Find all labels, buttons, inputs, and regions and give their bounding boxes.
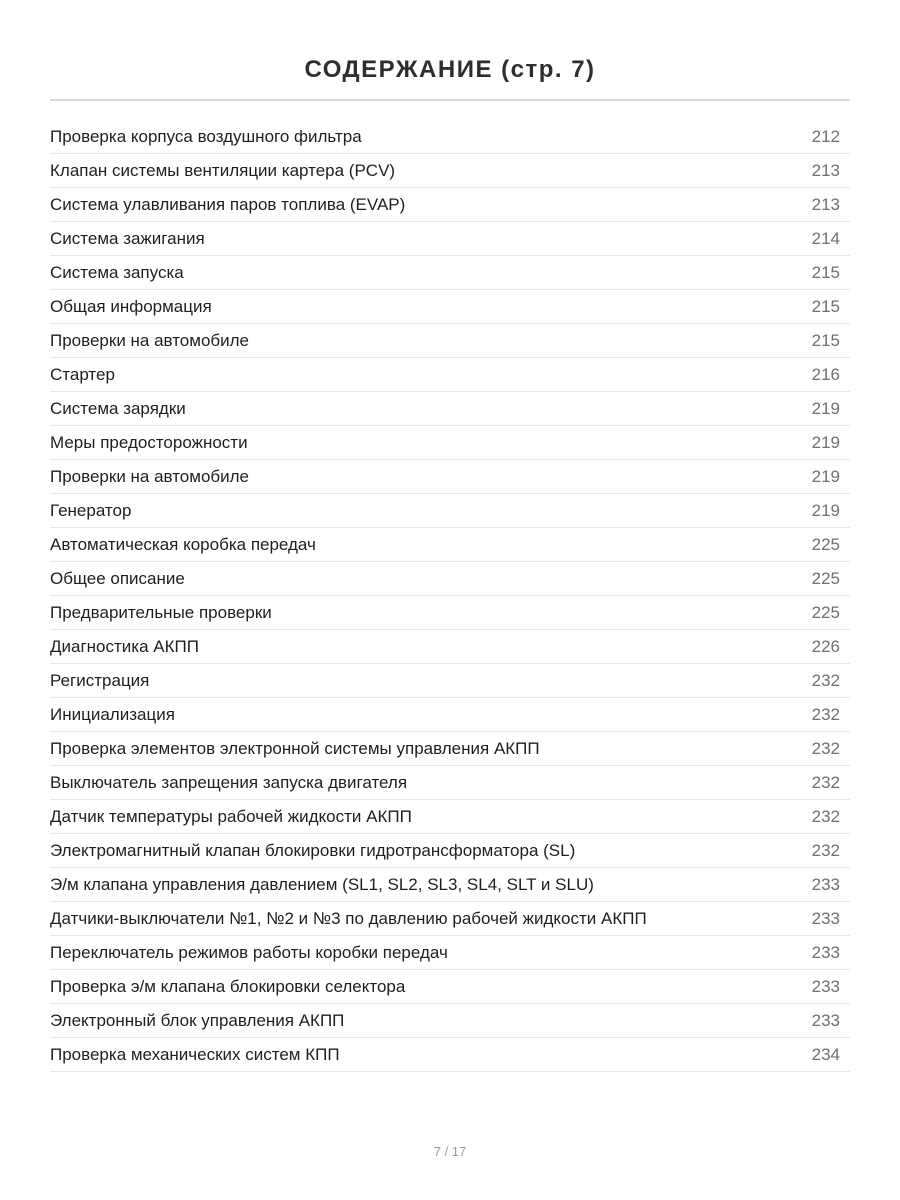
toc-entry[interactable] bbox=[50, 936, 850, 970]
toc-entry[interactable] bbox=[50, 664, 850, 698]
toc-entry[interactable] bbox=[50, 188, 850, 222]
toc-entry[interactable] bbox=[50, 154, 850, 188]
toc-entry-page-number: 234 bbox=[811, 1045, 840, 1064]
toc-entry[interactable] bbox=[50, 698, 850, 732]
toc-entry-page-number: 233 bbox=[811, 875, 840, 894]
toc-entry-page-number: 213 bbox=[811, 161, 840, 180]
toc-entry-title: Проверка механических систем КПП bbox=[50, 1045, 340, 1064]
toc-entry[interactable] bbox=[50, 1004, 850, 1038]
title-divider bbox=[50, 99, 850, 101]
toc-entry-page-number: 225 bbox=[811, 569, 840, 588]
toc-entry[interactable] bbox=[50, 324, 850, 358]
toc-entry[interactable] bbox=[50, 766, 850, 800]
toc-entry[interactable] bbox=[50, 970, 850, 1004]
toc-entry-title: Общая информация bbox=[50, 297, 212, 316]
toc-entry-title: Проверка корпуса воздушного фильтра bbox=[50, 127, 362, 146]
toc-entry-title: Электромагнитный клапан блокировки гидротрансформатора (SL) bbox=[50, 841, 576, 860]
toc-entry[interactable] bbox=[50, 868, 850, 902]
page-counter: 7 / 17 bbox=[433, 1144, 467, 1159]
toc-entry-title: Диагностика АКПП bbox=[50, 637, 199, 656]
toc-entry[interactable] bbox=[50, 800, 850, 834]
toc-entry-page-number: 215 bbox=[811, 331, 840, 350]
toc-entry-title: Автоматическая коробка передач bbox=[50, 535, 316, 554]
toc-entry-title: Переключатель режимов работы коробки передач bbox=[50, 943, 448, 962]
toc-entry-title: Клапан системы вентиляции картера (PCV) bbox=[50, 161, 396, 180]
toc-entry-title: Выключатель запрещения запуска двигателя bbox=[50, 773, 408, 792]
toc-entry-page-number: 215 bbox=[811, 297, 840, 316]
toc-entry[interactable] bbox=[50, 290, 850, 324]
toc-entry-page-number: 213 bbox=[811, 195, 840, 214]
toc-list bbox=[50, 120, 850, 1072]
toc-entry-page-number: 225 bbox=[811, 603, 840, 622]
toc-entry-title: Датчик температуры рабочей жидкости АКПП bbox=[50, 807, 412, 826]
toc-entry-page-number: 233 bbox=[811, 943, 840, 962]
toc-entry-title: Система зажигания bbox=[50, 229, 205, 248]
page-title: СОДЕРЖАНИЕ (стр. 7) bbox=[304, 56, 596, 84]
toc-entry-page-number: 214 bbox=[811, 229, 840, 248]
toc-entry-title: Система зарядки bbox=[50, 399, 186, 418]
toc-entry-page-number: 232 bbox=[811, 705, 840, 724]
toc-entry-title: Предварительные проверки bbox=[50, 603, 272, 622]
toc-entry-page-number: 219 bbox=[811, 501, 840, 520]
toc-entry-title: Проверки на автомобиле bbox=[50, 331, 250, 350]
toc-entry-title: Генератор bbox=[50, 501, 132, 520]
toc-entry[interactable] bbox=[50, 596, 850, 630]
toc-entry[interactable] bbox=[50, 1038, 850, 1072]
toc-entry-title: Система запуска bbox=[50, 263, 184, 282]
toc-entry[interactable] bbox=[50, 460, 850, 494]
toc-entry-title: Инициализация bbox=[50, 705, 175, 724]
toc-entry-title: Проверка э/м клапана блокировки селектора bbox=[50, 977, 406, 996]
toc-entry-title: Проверки на автомобиле bbox=[50, 467, 250, 486]
toc-entry-page-number: 219 bbox=[811, 467, 840, 486]
toc-entry-page-number: 233 bbox=[811, 909, 840, 928]
toc-entry-page-number: 232 bbox=[811, 841, 840, 860]
toc-entry[interactable] bbox=[50, 494, 850, 528]
toc-entry[interactable] bbox=[50, 902, 850, 936]
toc-entry-page-number: 212 bbox=[811, 127, 840, 146]
toc-entry[interactable] bbox=[50, 120, 850, 154]
toc-entry-title: Регистрация bbox=[50, 671, 150, 690]
toc-entry-title: Стартер bbox=[50, 365, 115, 384]
toc-entry-page-number: 232 bbox=[811, 671, 840, 690]
toc-entry[interactable] bbox=[50, 222, 850, 256]
toc-entry-page-number: 219 bbox=[811, 399, 840, 418]
toc-entry[interactable] bbox=[50, 426, 850, 460]
toc-entry-title: Электронный блок управления АКПП bbox=[50, 1011, 345, 1030]
toc-entry[interactable] bbox=[50, 528, 850, 562]
toc-entry-page-number: 233 bbox=[811, 977, 840, 996]
toc-entry[interactable] bbox=[50, 256, 850, 290]
toc-entry-page-number: 232 bbox=[811, 807, 840, 826]
toc-entry[interactable] bbox=[50, 562, 850, 596]
toc-entry-page-number: 215 bbox=[811, 263, 840, 282]
toc-entry-title: Система улавливания паров топлива (EVAP) bbox=[50, 195, 406, 214]
toc-entry-page-number: 226 bbox=[811, 637, 840, 656]
toc-entry-title: Общее описание bbox=[50, 569, 185, 588]
toc-entry[interactable] bbox=[50, 630, 850, 664]
toc-entry-page-number: 232 bbox=[811, 739, 840, 758]
toc-entry-title: Проверка элементов электронной системы управления АКПП bbox=[50, 739, 540, 758]
toc-entry-title: Меры предосторожности bbox=[50, 433, 248, 452]
toc-entry-page-number: 225 bbox=[811, 535, 840, 554]
toc-entry[interactable] bbox=[50, 834, 850, 868]
toc-entry[interactable] bbox=[50, 358, 850, 392]
toc-entry[interactable] bbox=[50, 392, 850, 426]
toc-entry-title: Датчики-выключатели №1, №2 и №3 по давлению рабочей жидкости АКПП bbox=[50, 909, 647, 928]
toc-entry-page-number: 232 bbox=[811, 773, 840, 792]
toc-entry-page-number: 216 bbox=[811, 365, 840, 384]
toc-entry-title: Э/м клапана управления давлением (SL1, SL2, SL3, SL4, SLT и SLU) bbox=[50, 875, 594, 894]
toc-entry-page-number: 219 bbox=[811, 433, 840, 452]
toc-entry[interactable] bbox=[50, 732, 850, 766]
toc-entry-page-number: 233 bbox=[811, 1011, 840, 1030]
